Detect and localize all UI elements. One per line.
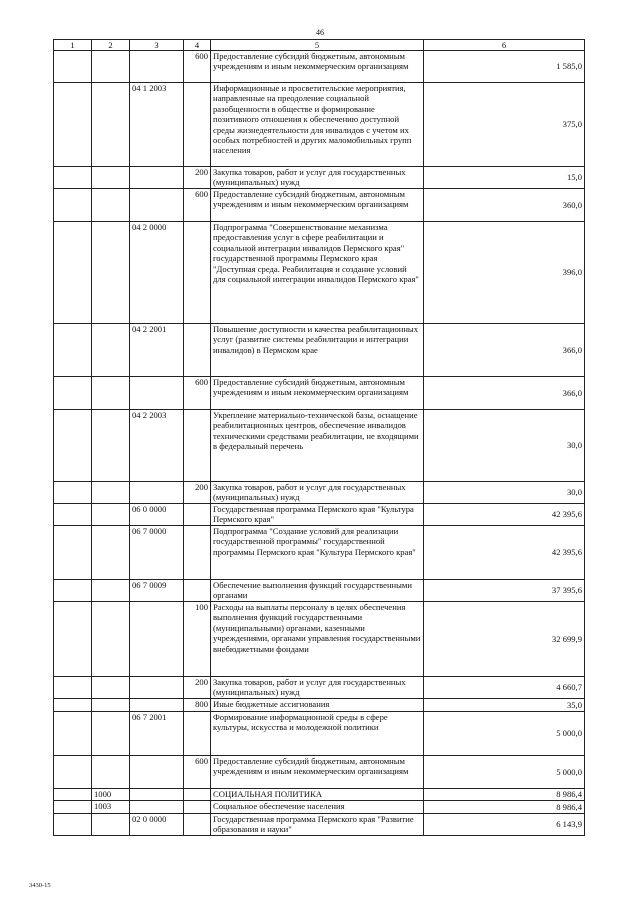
cell-c2: [92, 580, 130, 602]
cell-c1: [54, 324, 92, 377]
cell-c4: 200: [184, 167, 211, 189]
cell-c4: [184, 712, 211, 756]
cell-c3: [130, 189, 184, 222]
table-body: [54, 40, 585, 836]
cell-c3: [130, 167, 184, 189]
cell-c6: 366,0: [424, 377, 585, 410]
cell-c2: [92, 189, 130, 222]
cell-c2: [92, 756, 130, 789]
cell-c5: Подпрограмма "Создание условий для реализации государственной программы" государственной программы Пермского края "Культура Пермского края": [211, 526, 424, 580]
cell-c2: [92, 699, 130, 712]
table-row: [54, 324, 585, 377]
cell-c3: 02 0 0000: [130, 814, 184, 836]
cell-c5: Закупка товаров, работ и услуг для государственных (муниципальных) нужд: [211, 677, 424, 699]
cell-c3: [130, 482, 184, 504]
cell-c3: [130, 756, 184, 789]
cell-c1: [54, 482, 92, 504]
cell-c2: [92, 504, 130, 526]
cell-c6: 5 000,0: [424, 712, 585, 756]
cell-c1: [54, 189, 92, 222]
cell-c2: [92, 51, 130, 83]
table-row: [54, 504, 585, 526]
cell-c3: 04 2 2003: [130, 410, 184, 482]
cell-c5: Иные бюджетные ассигнования: [211, 699, 424, 712]
cell-c3: [130, 602, 184, 677]
cell-c5: Закупка товаров, работ и услуг для государственных (муниципальных) нужд: [211, 482, 424, 504]
column-header: 6: [424, 40, 585, 51]
cell-c5: Предоставление субсидий бюджетным, автономным учреждениям и иным некоммерческим организациям: [211, 377, 424, 410]
cell-c4: [184, 222, 211, 324]
table-row: [54, 580, 585, 602]
table-row: [54, 222, 585, 324]
cell-c1: [54, 377, 92, 410]
column-header: 4: [184, 40, 211, 51]
cell-c4: [184, 580, 211, 602]
cell-c2: [92, 482, 130, 504]
cell-c5: Расходы на выплаты персоналу в целях обеспечения выполнения функций государственными (муниципальными) органами, казенными учреждениями, органами управления государственными внебюджетными фондами: [211, 602, 424, 677]
table-row: [54, 377, 585, 410]
cell-c6: 37 395,6: [424, 580, 585, 602]
cell-c6: 15,0: [424, 167, 585, 189]
cell-c2: [92, 814, 130, 836]
cell-c3: 06 0 0000: [130, 504, 184, 526]
cell-c4: [184, 504, 211, 526]
cell-c6: 8 986,4: [424, 801, 585, 814]
cell-c1: [54, 814, 92, 836]
cell-c1: [54, 504, 92, 526]
cell-c1: [54, 677, 92, 699]
cell-c1: [54, 83, 92, 167]
cell-c4: 600: [184, 51, 211, 83]
cell-c3: [130, 699, 184, 712]
column-header: 1: [54, 40, 92, 51]
cell-c1: [54, 756, 92, 789]
cell-c1: [54, 602, 92, 677]
table-row: [54, 789, 585, 801]
cell-c4: [184, 83, 211, 167]
table-row: [54, 814, 585, 836]
cell-c1: [54, 167, 92, 189]
cell-c3: 06 7 2001: [130, 712, 184, 756]
cell-c4: [184, 801, 211, 814]
cell-c1: [54, 51, 92, 83]
cell-c3: 04 2 2001: [130, 324, 184, 377]
cell-c6: 360,0: [424, 189, 585, 222]
cell-c2: [92, 222, 130, 324]
cell-c6: 366,0: [424, 324, 585, 377]
cell-c5: Государственная программа Пермского края "Развитие образования и науки": [211, 814, 424, 836]
cell-c5: Обеспечение выполнения функций государственными органами: [211, 580, 424, 602]
cell-c5: СОЦИАЛЬНАЯ ПОЛИТИКА: [211, 789, 424, 801]
cell-c1: [54, 699, 92, 712]
cell-c6: 396,0: [424, 222, 585, 324]
cell-c6: 4 660,7: [424, 677, 585, 699]
cell-c4: 200: [184, 482, 211, 504]
cell-c2: [92, 712, 130, 756]
cell-c1: [54, 801, 92, 814]
cell-c4: 600: [184, 756, 211, 789]
column-header: 2: [92, 40, 130, 51]
table-row: [54, 410, 585, 482]
cell-c2: [92, 526, 130, 580]
cell-c3: 06 7 0000: [130, 526, 184, 580]
table-row: [54, 801, 585, 814]
cell-c5: Предоставление субсидий бюджетным, автономным учреждениям и иным некоммерческим организациям: [211, 189, 424, 222]
cell-c2: [92, 602, 130, 677]
cell-c2: [92, 324, 130, 377]
table-row: [54, 699, 585, 712]
cell-c4: [184, 324, 211, 377]
table-row: [54, 51, 585, 83]
table-row: [54, 482, 585, 504]
cell-c2: 1000: [92, 789, 130, 801]
cell-c6: 30,0: [424, 482, 585, 504]
cell-c5: Повышение доступности и качества реабилитационных услуг (развитие системы реабилитации и интеграции инвалидов) в Пермском крае: [211, 324, 424, 377]
cell-c3: 04 1 2003: [130, 83, 184, 167]
cell-c5: Закупка товаров, работ и услуг для государственных (муниципальных) нужд: [211, 167, 424, 189]
cell-c6: 42 395,6: [424, 504, 585, 526]
cell-c4: [184, 526, 211, 580]
table-row: [54, 712, 585, 756]
cell-c4: 600: [184, 189, 211, 222]
page-number: 46: [316, 28, 324, 37]
cell-c4: [184, 410, 211, 482]
table-row: [54, 189, 585, 222]
header-row: [54, 40, 585, 51]
cell-c1: [54, 580, 92, 602]
cell-c2: 1003: [92, 801, 130, 814]
cell-c2: [92, 167, 130, 189]
cell-c3: 06 7 0009: [130, 580, 184, 602]
cell-c5: Государственная программа Пермского края "Культура Пермского края": [211, 504, 424, 526]
cell-c4: 600: [184, 377, 211, 410]
table-row: [54, 602, 585, 677]
cell-c6: 1 585,0: [424, 51, 585, 83]
table-row: [54, 167, 585, 189]
cell-c5: Информационные и просветительские мероприятия, направленные на преодоление социальной разобщенности в обществе и формирование позитивного отношения к обеспечению доступной среды жизнедеятельности для инвалидов с учетом их особых потребностей и других маломобильных групп населения: [211, 83, 424, 167]
footer-code: 3430-15: [29, 882, 51, 889]
cell-c4: [184, 814, 211, 836]
cell-c3: [130, 789, 184, 801]
cell-c4: [184, 789, 211, 801]
cell-c5: Формирование информационной среды в сфере культуры, искусства и молодежной политики: [211, 712, 424, 756]
cell-c1: [54, 222, 92, 324]
cell-c1: [54, 410, 92, 482]
cell-c3: [130, 377, 184, 410]
budget-table: [53, 39, 585, 836]
cell-c6: 30,0: [424, 410, 585, 482]
cell-c6: 32 699,9: [424, 602, 585, 677]
cell-c6: 375,0: [424, 83, 585, 167]
cell-c1: [54, 789, 92, 801]
cell-c5: Предоставление субсидий бюджетным, автономным учреждениям и иным некоммерческим организациям: [211, 51, 424, 83]
cell-c5: Предоставление субсидий бюджетным, автономным учреждениям и иным некоммерческим организациям: [211, 756, 424, 789]
cell-c1: [54, 526, 92, 580]
cell-c3: 04 2 0000: [130, 222, 184, 324]
column-header: 3: [130, 40, 184, 51]
cell-c2: [92, 410, 130, 482]
cell-c5: Социальное обеспечение населения: [211, 801, 424, 814]
cell-c3: [130, 51, 184, 83]
table-row: [54, 526, 585, 580]
table-row: [54, 756, 585, 789]
table-row: [54, 83, 585, 167]
cell-c4: 800: [184, 699, 211, 712]
cell-c6: 5 000,0: [424, 756, 585, 789]
cell-c2: [92, 677, 130, 699]
cell-c3: [130, 801, 184, 814]
cell-c2: [92, 377, 130, 410]
cell-c6: 42 395,6: [424, 526, 585, 580]
cell-c6: 6 143,9: [424, 814, 585, 836]
cell-c3: [130, 677, 184, 699]
cell-c6: 35,0: [424, 699, 585, 712]
cell-c6: 8 986,4: [424, 789, 585, 801]
cell-c4: 100: [184, 602, 211, 677]
column-header: 5: [211, 40, 424, 51]
cell-c4: 200: [184, 677, 211, 699]
table-row: [54, 677, 585, 699]
cell-c1: [54, 712, 92, 756]
cell-c2: [92, 83, 130, 167]
cell-c5: Укрепление материально-технической базы, оснащение реабилитационных центров, обеспечение инвалидов техническими средствами реабилитации, не входящими в федеральный перечень: [211, 410, 424, 482]
cell-c5: Подпрограмма "Совершенствование механизма предоставления услуг в сфере реабилитации и социальной интеграции инвалидов Пермского края" государственной программы Пермского края "Доступная среда. Реабилитация и создание условий для социальной интеграции инвалидов Пермского края": [211, 222, 424, 324]
